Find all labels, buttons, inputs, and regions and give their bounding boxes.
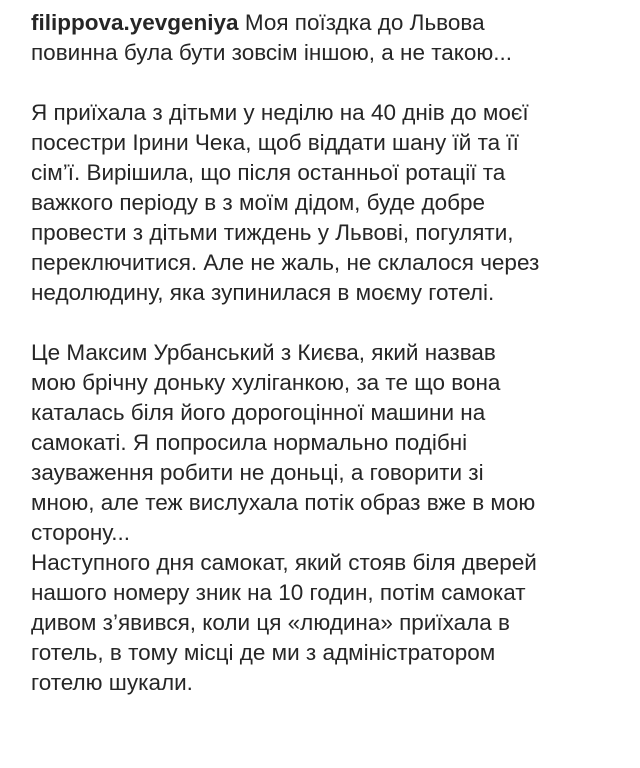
caption-line: мою брічну доньку хуліганкою, за те що вона <box>31 370 501 395</box>
caption-line: посестри Ірини Чека, щоб віддати шану їй та її <box>31 130 519 155</box>
caption-line: мною, але теж вислухала потік образ вже в мою <box>31 490 536 515</box>
caption-line: Це Максим Урбанський з Києва, який назвав <box>31 340 496 365</box>
caption-text: Моя поїздка до Львова <box>244 10 485 35</box>
caption-line: самокаті. Я попросила нормально подібні <box>31 430 468 455</box>
caption-line: важкого періоду в з моїм дідом, буде добре <box>31 190 486 215</box>
post-caption <box>31 0 631 698</box>
caption-line: Я приїхала з дітьми у неділю на 40 днів до моєї <box>31 100 529 125</box>
paragraph-gap <box>31 308 631 338</box>
caption-line: недолюдину, яка зупинилася в моєму готелі. <box>31 280 495 305</box>
caption-line: повинна була бути зовсім іншою, а не такою... <box>31 40 513 65</box>
caption-line: сім’ї. Вирішила, що після останньої ротації та <box>31 160 506 185</box>
caption-line: нашого номеру зник на 10 годин, потім самокат <box>31 580 526 605</box>
caption-line: провести з дітьми тиждень у Львові, погуляти, <box>31 220 514 245</box>
caption-line: каталась біля його дорогоцінної машини на <box>31 400 486 425</box>
paragraph-gap <box>31 68 631 98</box>
caption-line: Наступного дня самокат, який стояв біля дверей <box>31 550 537 575</box>
caption-line: переключитися. Але не жаль, не склалося через <box>31 250 540 275</box>
caption-line: готелю шукали. <box>31 670 193 695</box>
caption-line: сторону... <box>31 520 131 545</box>
caption-line: готель, в тому місці де ми з адміністратором <box>31 640 496 665</box>
caption-line: дивом з’явився, коли ця «людина» приїхала в <box>31 610 510 635</box>
caption-line: зауваження робити не доньці, а говорити зі <box>31 460 484 485</box>
username-link[interactable]: filippova.yevgeniya <box>31 10 239 35</box>
caption-line-1 <box>31 8 631 38</box>
